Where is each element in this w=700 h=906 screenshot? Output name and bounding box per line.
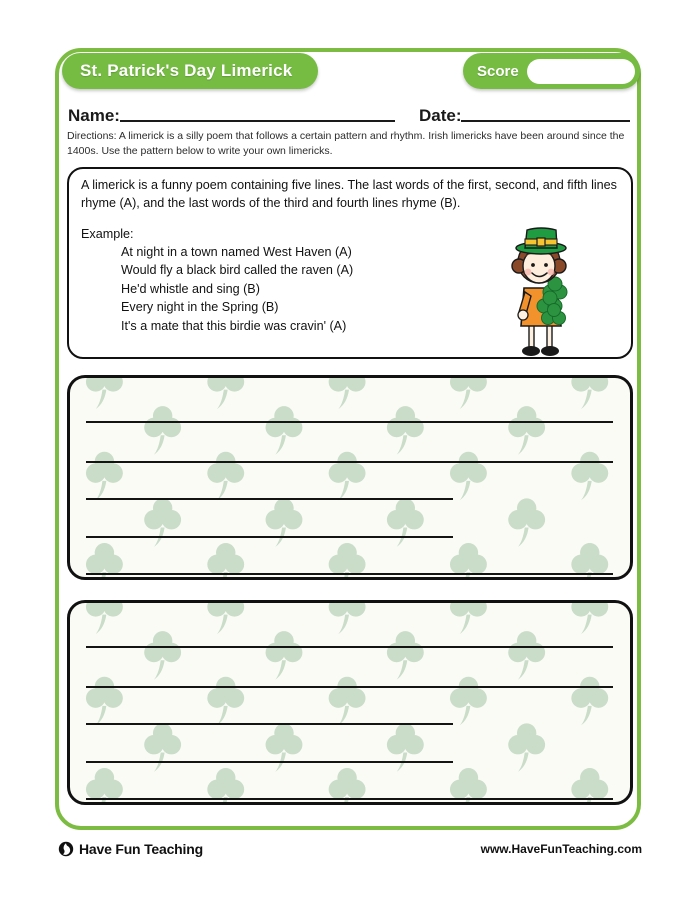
score-input[interactable] <box>527 59 635 84</box>
footer <box>58 838 642 860</box>
example-line: Would fly a black bird called the raven (A) <box>121 263 354 278</box>
score-banner <box>463 53 640 89</box>
writing-line[interactable] <box>86 536 453 538</box>
date-input[interactable] <box>461 119 630 122</box>
writing-line[interactable] <box>86 723 453 725</box>
name-input[interactable] <box>120 119 395 122</box>
name-date-row <box>68 100 630 124</box>
writing-line[interactable] <box>86 461 613 463</box>
directions-text: Directions: A limerick is a silly poem that follows a certain pattern and rhythm. Irish limericks have been around since the 1400s. Use the pattern below to write your own limericks. <box>67 130 625 158</box>
writing-line[interactable] <box>86 573 613 575</box>
example-label: Example: <box>81 226 134 241</box>
brand-logo <box>58 841 203 857</box>
brand-name: Have Fun Teaching <box>79 841 203 857</box>
writing-line[interactable] <box>86 761 453 763</box>
limerick-definition: A limerick is a funny poem containing five lines. The last words of the first, second, and fifth lines rhyme (A), and the last words of the third and fourth lines rhyme (B). <box>81 178 617 210</box>
limerick-answer-box-1[interactable] <box>67 375 633 580</box>
date-label: Date: <box>418 106 462 125</box>
name-label: Name: <box>68 106 120 125</box>
leprechaun-girl-illustration <box>500 226 580 358</box>
writing-line[interactable] <box>86 686 613 688</box>
example-line: Every night in the Spring (B) <box>121 300 279 315</box>
limerick-answer-box-2[interactable] <box>67 600 633 805</box>
writing-lines <box>70 603 630 802</box>
score-label: Score <box>477 62 519 80</box>
writing-line[interactable] <box>86 798 613 800</box>
page-title: St. Patrick's Day Limerick <box>80 61 293 80</box>
example-line: He'd whistle and sing (B) <box>121 281 260 296</box>
example-line: At night in a town named West Haven (A) <box>121 244 352 259</box>
writing-line[interactable] <box>86 498 453 500</box>
date-block <box>419 107 630 124</box>
writing-line[interactable] <box>86 421 613 423</box>
example-line: It's a mate that this birdie was cravin' (A) <box>121 318 347 333</box>
worksheet-title-banner <box>62 53 318 89</box>
site-url[interactable]: www.HaveFunTeaching.com <box>480 842 642 856</box>
writing-line[interactable] <box>86 646 613 648</box>
writing-lines <box>70 378 630 577</box>
globe-icon <box>58 841 74 857</box>
